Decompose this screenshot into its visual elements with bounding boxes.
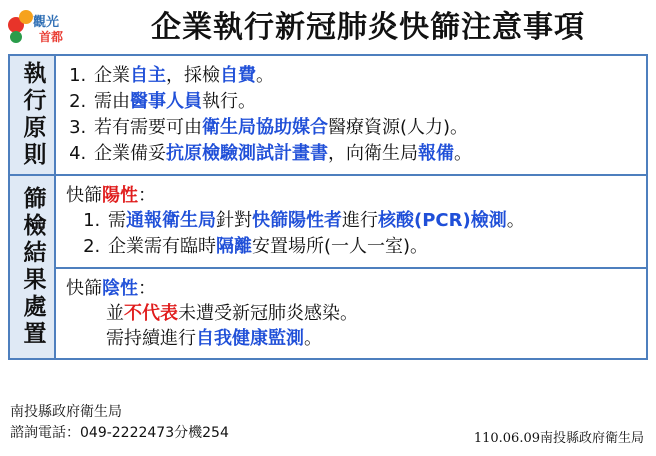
results-content — [56, 176, 646, 358]
text-run: 。 — [506, 210, 525, 231]
text-run: ： — [138, 185, 156, 206]
highlight-blue: 隔離 — [216, 236, 252, 257]
negative-heading — [66, 276, 638, 301]
principle-item — [92, 115, 638, 140]
positive-item — [106, 208, 638, 233]
highlight-blue: 自費 — [220, 65, 256, 86]
logo-circle-orange — [19, 10, 33, 24]
highlight-red: 陽性 — [102, 185, 138, 206]
guidelines-table — [8, 54, 648, 360]
logo-circle-green — [10, 31, 22, 43]
text-run: ，採檢 — [166, 65, 220, 86]
text-run: ，向衛生局 — [328, 143, 418, 164]
result-positive-block — [56, 176, 646, 269]
highlight-blue: 抗原檢驗測試計畫書 — [166, 143, 328, 164]
row-header-results-label: 篩檢結果處置 — [19, 186, 46, 348]
footer-org: 南投縣政府衛生局 — [10, 404, 122, 420]
negative-lines — [66, 301, 638, 351]
text-run: 進行 — [342, 210, 378, 231]
highlight-blue: 通報衛生局 — [126, 210, 216, 231]
highlight-blue: 報備 — [418, 143, 454, 164]
row-header-principles-label: 執行原則 — [19, 61, 46, 169]
text-run: 針對 — [216, 210, 252, 231]
highlight-blue: 快篩陽性者 — [252, 210, 342, 231]
positive-item — [106, 234, 638, 259]
text-run: 安置場所(一人一室)。 — [252, 236, 429, 257]
table-row-principles — [10, 56, 646, 176]
text-run: 未遭受新冠肺炎感染。 — [178, 303, 358, 324]
text-run: 並 — [106, 303, 124, 324]
footer-contact: 諮詢電話：049-2222473分機254 — [10, 425, 229, 441]
text-run: 企業 — [94, 65, 130, 86]
logo-text-top: 觀光 — [33, 15, 60, 30]
poster-footer — [0, 400, 656, 456]
row-header-principles — [10, 56, 56, 174]
highlight-blue: 自我健康監測 — [196, 328, 304, 349]
principle-item — [92, 89, 638, 114]
principle-item — [92, 141, 638, 166]
row-header-results — [10, 176, 56, 358]
text-run: ： — [138, 278, 156, 299]
table-row-results — [10, 176, 646, 358]
highlight-blue: 衛生局協助媒合 — [202, 117, 328, 138]
page-title: 企業執行新冠肺炎快篩注意事項 — [151, 10, 585, 45]
text-run: 若有需要可由 — [94, 117, 202, 138]
text-run: 需持續進行 — [106, 328, 196, 349]
principles-content — [56, 56, 646, 174]
highlight-blue: 陰性 — [102, 278, 138, 299]
logo-text-bottom: 首都 — [39, 30, 64, 44]
positive-list — [66, 208, 638, 259]
highlight-red: 不代表 — [124, 303, 178, 324]
text-run: 醫療資源(人力)。 — [328, 117, 469, 138]
highlight-blue: 核酸(PCR)檢測 — [378, 210, 507, 231]
text-run: 快篩 — [66, 278, 102, 299]
text-run: 。 — [454, 143, 472, 164]
text-run: 企業需有臨時 — [108, 236, 216, 257]
text-run: 。 — [256, 65, 274, 86]
footer-left — [10, 402, 229, 444]
principles-list — [66, 63, 638, 166]
text-run: 執行。 — [202, 91, 256, 112]
result-negative-block — [56, 269, 646, 358]
text-run: 快篩 — [66, 185, 102, 206]
highlight-blue: 醫事人員 — [130, 91, 202, 112]
positive-heading — [66, 183, 638, 208]
principle-item — [92, 63, 638, 88]
negative-line — [66, 301, 638, 326]
text-run: 企業備妥 — [94, 143, 166, 164]
footer-credit: 110.06.09南投縣政府衛生局 — [473, 431, 644, 446]
text-run: 需由 — [94, 91, 130, 112]
poster-header — [0, 0, 656, 54]
tourism-capital-logo — [6, 5, 88, 51]
highlight-blue: 自主 — [130, 65, 166, 86]
text-run: 。 — [304, 328, 322, 349]
text-run: 需 — [108, 210, 126, 231]
negative-line — [66, 326, 638, 351]
